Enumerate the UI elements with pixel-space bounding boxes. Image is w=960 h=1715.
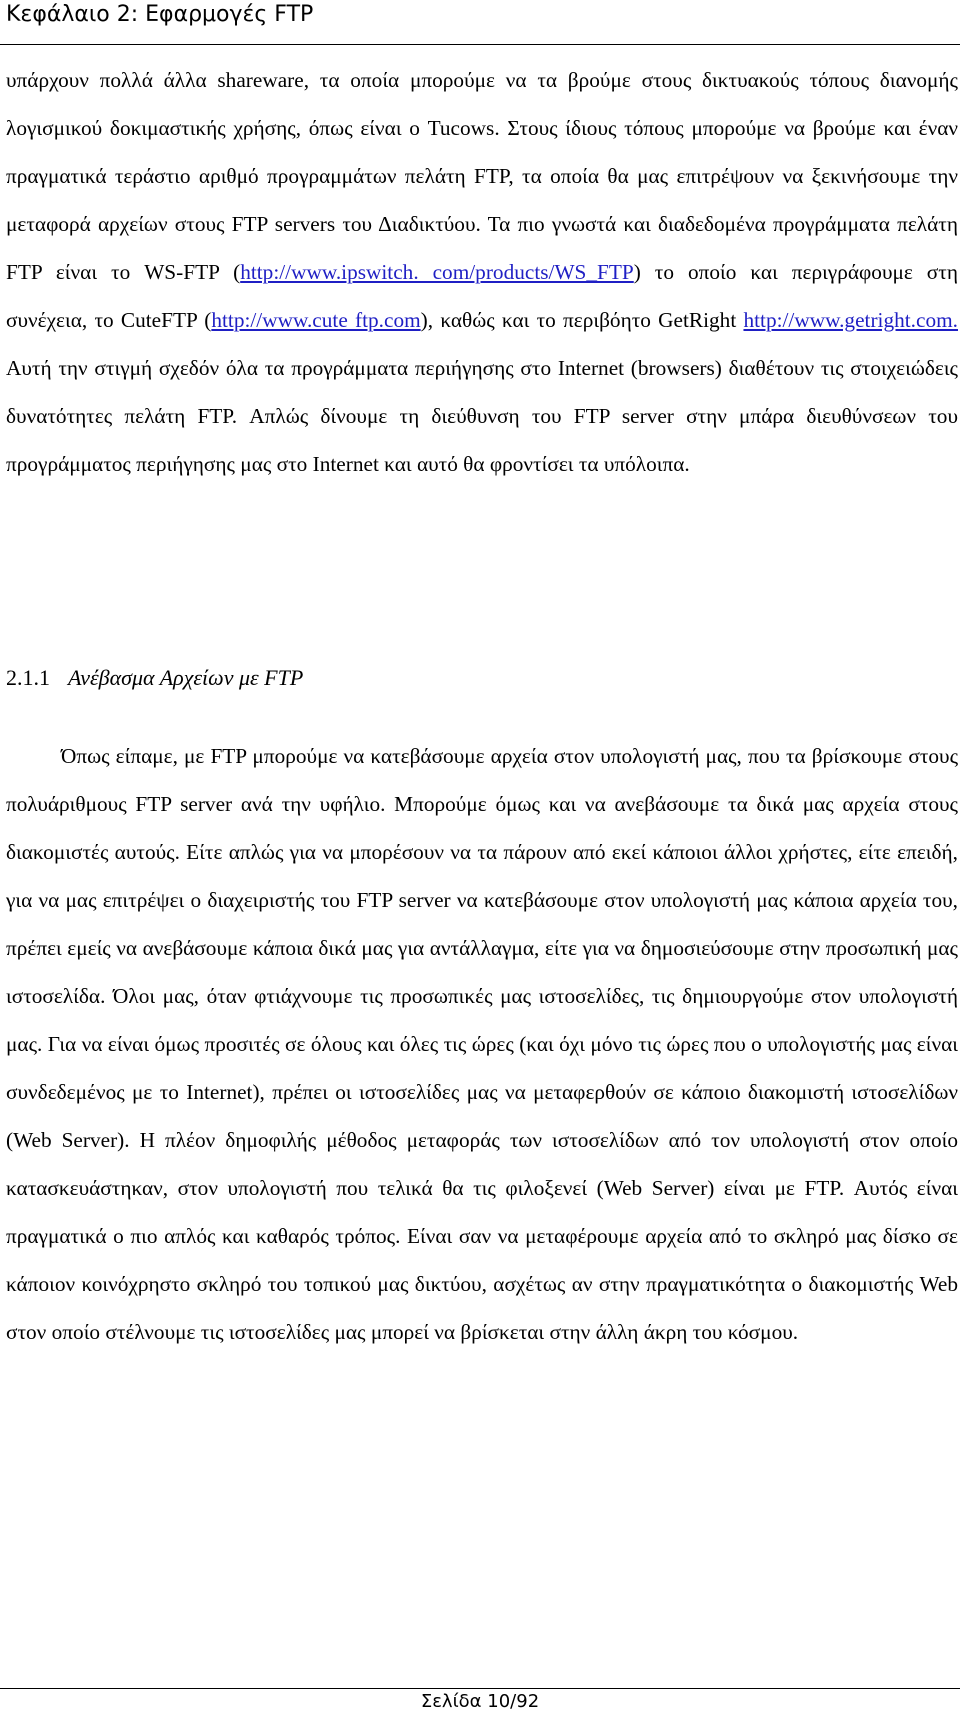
section-number: 2.1.1 (6, 665, 50, 690)
getright-link[interactable]: http://www.getright.com. (743, 308, 958, 332)
footer-divider (0, 1688, 960, 1689)
page-number: Σελίδα 10/92 (420, 1691, 540, 1712)
paragraph-ftp-clients (6, 56, 958, 488)
paragraph-text: υπάρχουν πολλά άλλα shareware, τα οποία μπορούμε να τα βρούμε στους δικτυακούς τόπους διανομής λογισμικού δοκιμαστικής χρήσης, όπως είναι ο Tucows. Στους ίδιους τόπους μπορούμε να βρούμε και έναν πραγματικά τεράστιο αριθμό προγραμμάτων πελάτη FTP, τα οποία θα μας επιτρέψουν να ξεκινήσουμε την μεταφορά αρχείων στους FTP servers του Διαδικτύου. Τα πιο γνωστά και διαδεδομένα προγράμματα πελάτη FTP είναι το WS-FTP ( (6, 68, 958, 284)
section-heading (6, 656, 303, 700)
header-divider (0, 44, 960, 45)
paragraph-text: ) το οποίο και περιγράφουμε στη συνέχεια, το CuteFTP ( (6, 260, 958, 332)
cuteftp-link[interactable]: http://www.cute ftp.com (211, 308, 421, 332)
ipswitch-link[interactable]: http://www.ipswitch. com/products/WS_FTP (240, 260, 634, 284)
paragraph-text: ), καθώς και το περιβόητο GetRight (420, 308, 744, 332)
paragraph-uploading: Όπως είπαμε, με FTP μπορούμε να κατεβάσουμε αρχεία στον υπολογιστή μας, που τα βρίσκουμε στους πολυάριθμους FTP server ανά την υφήλιο. Μπορούμε όμως και να ανεβάσουμε τα δικά μας αρχεία στους διακομιστές αυτούς. Είτε απλώς για να μπορέσουν να τα πάρουν από εκεί κάποιοι άλλοι χρήστες, είτε επειδή, για να μας επιτρέψει ο διαχειριστής του FTP server να κατεβάσουμε στον υπολογιστή μας κάποια αρχεία του, πρέπει εμείς να ανεβάσουμε κάποια δικά μας για αντάλλαγμα, είτε για να δημοσιεύσουμε στην προσωπική μας ιστοσελίδα. Όλοι μας, όταν φτιάχνουμε τις προσωπικές μας ιστοσελίδες, τις δημιουργούμε στον υπολογιστή μας. Για να είναι όμως προσιτές σε όλους και όλες τις ώρες (και όχι μόνο τις ώρες που ο υπολογιστής μας είναι συνδεδεμένος με το Internet), πρέπει οι ιστοσελίδες μας να μεταφερθούν σε κάποιο διακομιστή ιστοσελίδων (Web Server). Η πλέον δημοφιλής μέθοδος μεταφοράς των ιστοσελίδων από τον υπολογιστή στον οποίο κατασκευάστηκαν, στον υπολογιστή που τελικά θα τις φιλοξενεί (Web Server) είναι με FTP. Αυτός είναι πραγματικά ο πιο απλός και καθαρός τρόπος. Είναι σαν να μεταφέρουμε αρχεία από το σκληρό μας δίσκο σε κάποιον κοινόχρηστο σκληρό του τοπικού μας δικτύου, ασχέτως αν στην πραγματικότητα ο διακομιστής Web στον οποίο στέλνουμε τις ιστοσελίδες μας μπορεί να βρίσκεται στην άλλη άκρη του κόσμου. (6, 744, 958, 1344)
running-header: Κεφάλαιο 2: Εφαρμογές FTP (6, 2, 314, 27)
paragraph-text: Αυτή την στιγμή σχεδόν όλα τα προγράμματα περιήγησης στο Internet (browsers) διαθέτουν τις στοιχειώδεις δυνατότητες πελάτη FTP. Απλώς δίνουμε τη διεύθυνση του FTP server στην μπάρα διευθύνσεων του προγράμματος περιήγησης μας στο Internet και αυτό θα φροντίσει τα υπόλοιπα. (6, 356, 958, 476)
section-title: Ανέβασμα Αρχείων με FTP (68, 665, 304, 690)
